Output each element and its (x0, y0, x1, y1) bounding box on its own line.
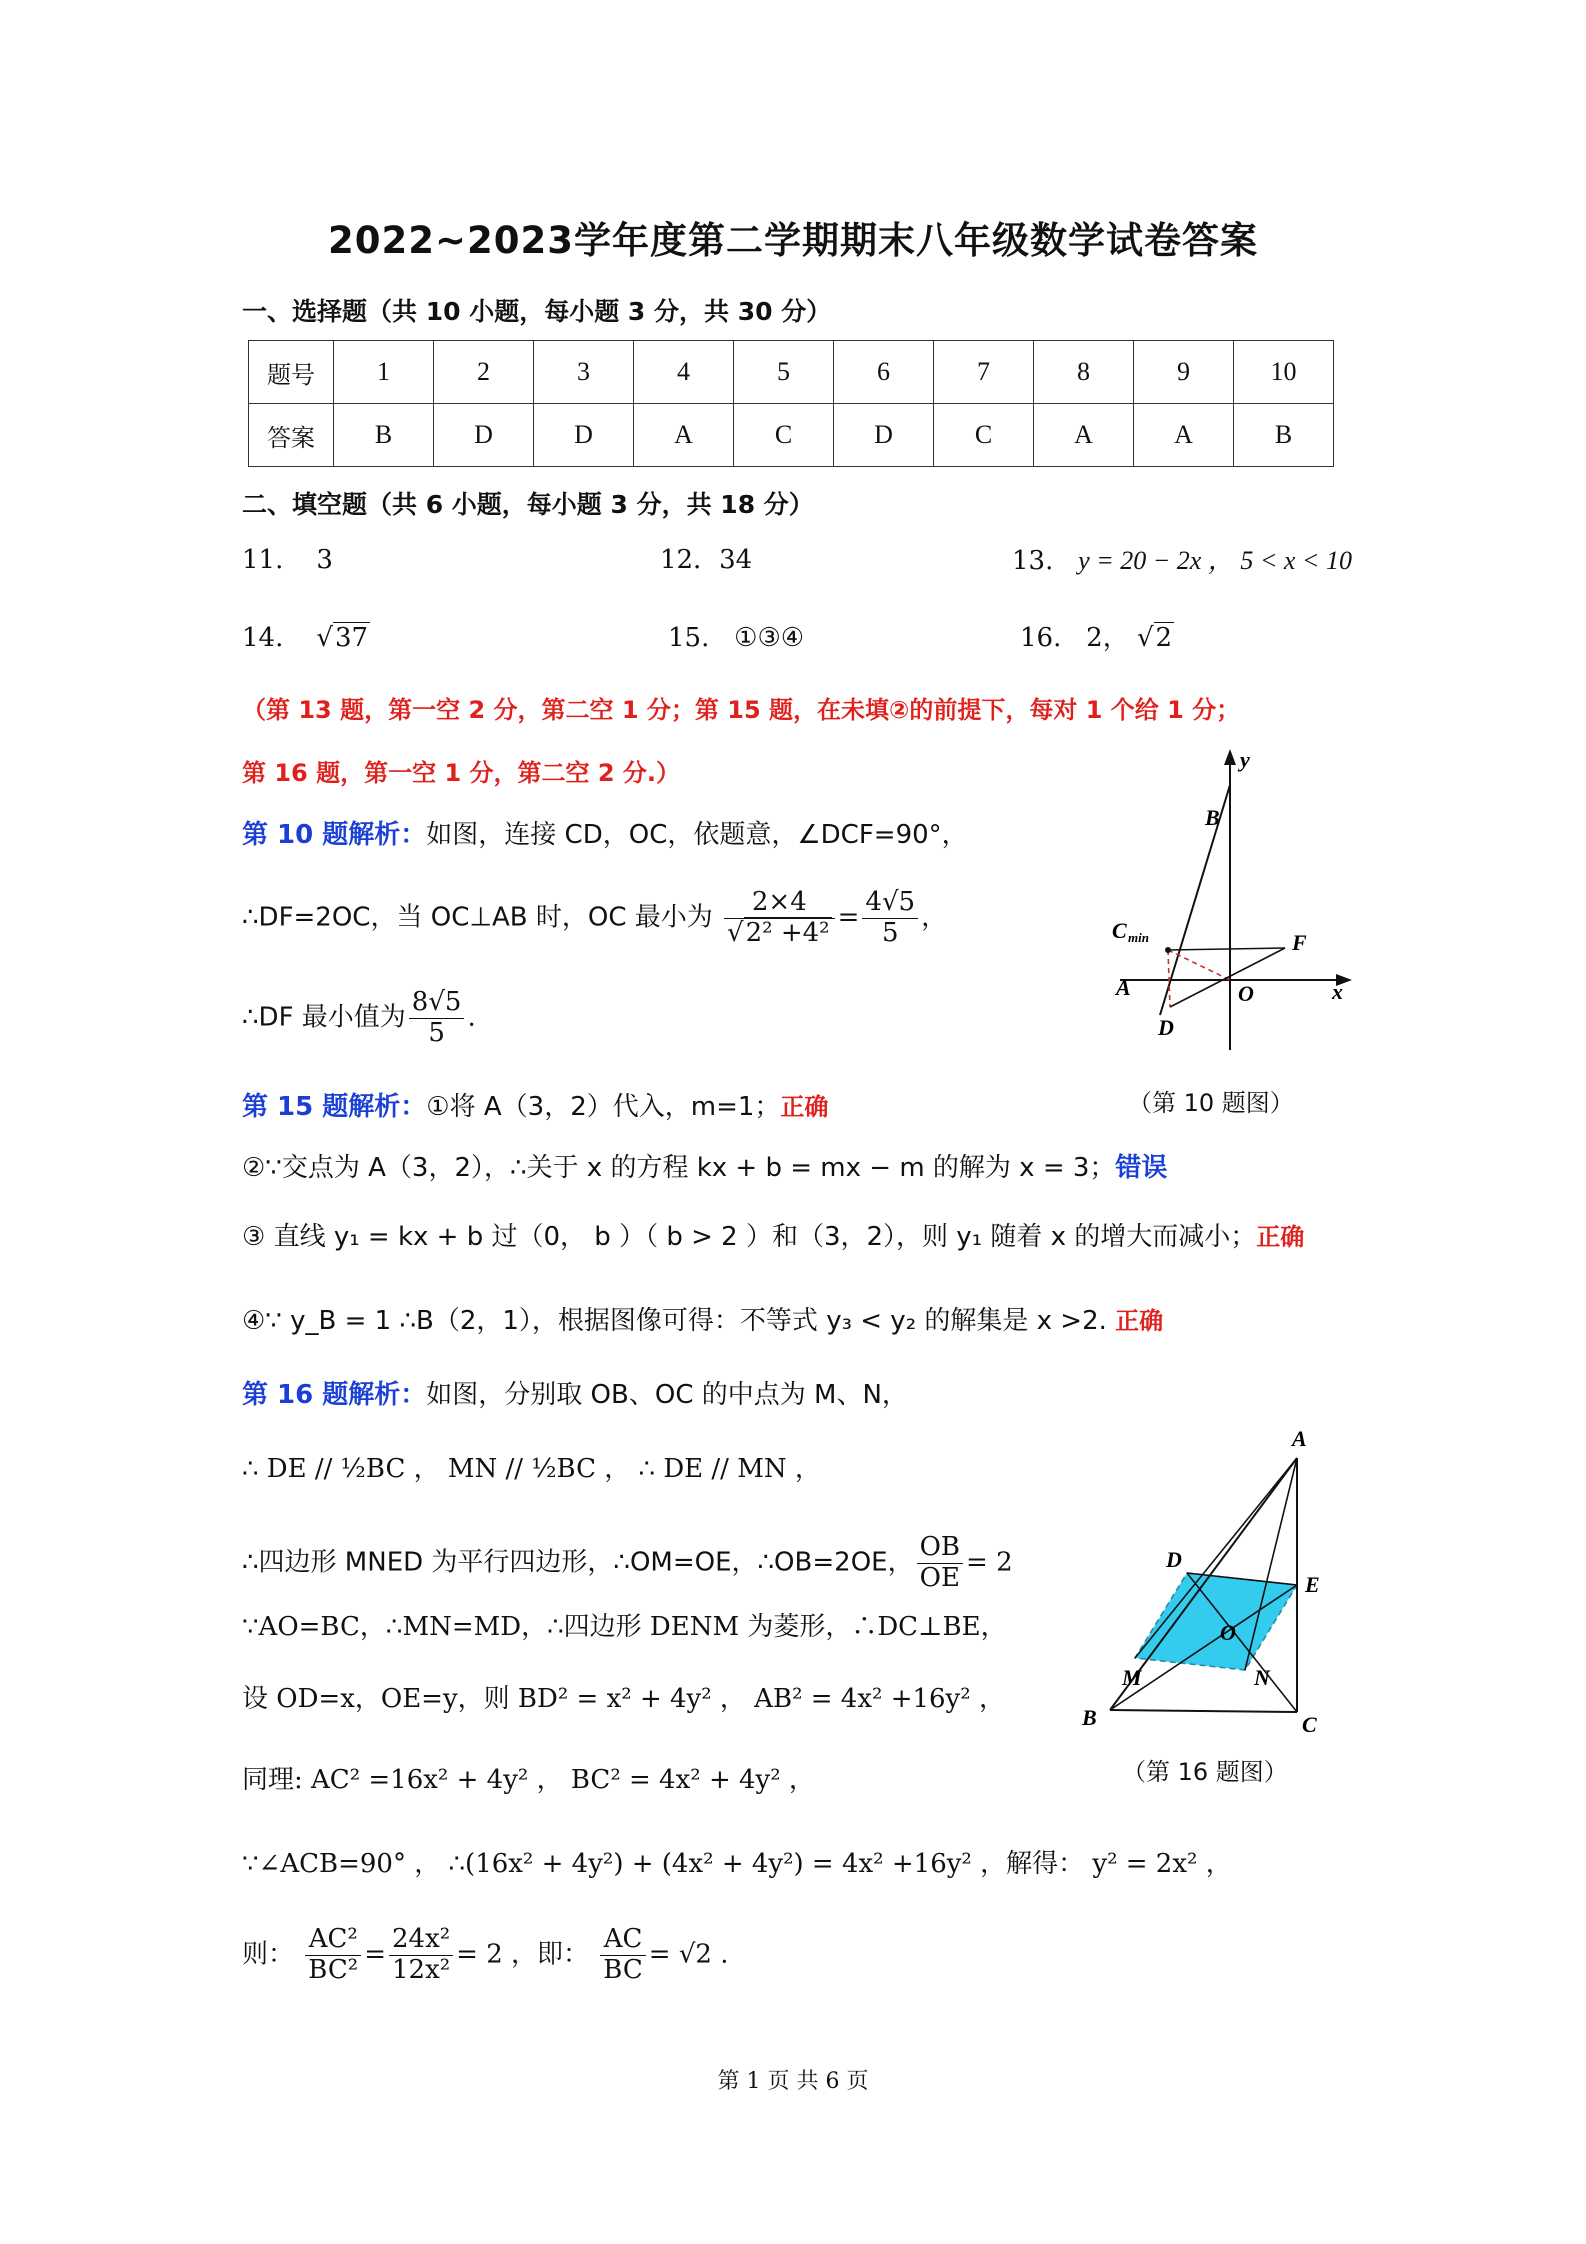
choice-answer-table (248, 340, 1334, 467)
q16-line-7: ∵∠ACB=90° ， ∴(16x² + 4y²) + (4x² + 4y²) = 4x² +16y² ，解得： y² = 2x² ， (242, 1849, 1232, 1879)
table-cell: B (334, 404, 434, 467)
fraction (600, 1925, 645, 1986)
label-x: x (1332, 979, 1343, 1004)
figure-16-caption: （第 16 题图） (1122, 1758, 1288, 1786)
label-d: D (1166, 1547, 1182, 1572)
verdict-wrong: 错误 (1115, 1153, 1168, 1183)
table-row-label: 题号 (249, 341, 334, 404)
point-c (1165, 947, 1171, 953)
figure-10-caption: （第 10 题图） (1128, 1089, 1294, 1117)
q15-text: ②∵交点为 A（3，2），∴关于 x 的方程 kx + b = mx − m 的解为 x = 3； (242, 1153, 1116, 1183)
scoring-note-2: 第 16 题，第一空 1 分，第二空 2 分.） (242, 759, 681, 787)
scoring-note-1: （第 13 题，第一空 2 分，第二空 1 分；第 15 题，在未填②的前提下，每对 1 个给 1 分； (242, 696, 1241, 724)
verdict-correct: 正确 (1256, 1223, 1305, 1251)
q16-text: 如图，分别取 OB、OC 的中点为 M、N， (426, 1380, 908, 1410)
q10-line-3 (242, 988, 476, 1049)
y-axis-arrow (1224, 749, 1236, 765)
fraction-denominator: OE (919, 1562, 960, 1593)
table-cell: 6 (834, 341, 934, 404)
q15-line-1 (242, 1092, 828, 1123)
label-c: C (1112, 918, 1127, 943)
table-cell: 2 (434, 341, 534, 404)
q10-line-1 (242, 820, 968, 851)
answer-12: 12．34 (660, 545, 753, 575)
q16-line-5: 设 OD=x，OE=y，则 BD² = x² + 4y² ， AB² = 4x² +16y² ， (242, 1684, 1005, 1714)
question-number: 14. (242, 623, 284, 653)
fraction (862, 888, 918, 949)
table-row-label: 答案 (249, 404, 334, 467)
fraction-numerator: AC (600, 1925, 645, 1956)
answer-value: 2 (1155, 623, 1173, 653)
table-cell: C (934, 404, 1034, 467)
table-cell: 8 (1034, 341, 1134, 404)
q10-label: 第 10 题解析： (242, 820, 427, 850)
q15-text: ③ 直线 y₁ = kx + b 过（0， b ）（ b > 2 ）和（3，2），则 y₁ 随着 x 的增大而减小； (242, 1222, 1257, 1252)
fraction-numerator: OB (917, 1533, 963, 1564)
q16-line-1 (242, 1380, 908, 1411)
answer-value: 2， (1086, 623, 1129, 653)
side-bc (1110, 1710, 1297, 1712)
answer-value: ①③④ (734, 623, 805, 653)
q16-line-2: ∴ DE // ½BC ， MN // ½BC ， ∴ DE // MN ， (242, 1454, 821, 1484)
label-o: O (1238, 981, 1254, 1006)
label-n: N (1254, 1665, 1270, 1690)
rhombus-denm (1135, 1573, 1297, 1670)
table-cell: D (834, 404, 934, 467)
question-number: 15. (668, 623, 710, 653)
q15-text: ④∵ y_B = 1 ∴B（2，1），根据图像可得：不等式 y₃ < y₂ 的解集是 x >2. (242, 1306, 1107, 1336)
table-cell: A (634, 404, 734, 467)
question-number: 11. (242, 545, 284, 575)
fraction (389, 1925, 453, 1986)
punctuation: . (467, 1002, 476, 1033)
answer-value: y = 20 − 2x ， 5 < x < 10 (1078, 546, 1352, 575)
segment-cd (1168, 950, 1170, 1007)
label-o: O (1220, 1620, 1236, 1645)
table-cell: 9 (1134, 341, 1234, 404)
fraction (305, 1925, 361, 1986)
verdict-correct: 正确 (780, 1093, 829, 1121)
segment-cf (1168, 948, 1285, 950)
table-cell: C (734, 404, 834, 467)
label-a: A (1292, 1426, 1307, 1451)
table-cell: B (1234, 404, 1334, 467)
label-b: B (1205, 805, 1220, 830)
q15-line-2 (242, 1153, 1167, 1184)
page-title: 2022~2023学年度第二学期期末八年级数学试卷答案 (328, 219, 1258, 262)
answer-13 (1012, 545, 1352, 577)
fraction-numerator: 4√5 (862, 888, 918, 919)
figure-16 (1070, 1420, 1340, 1750)
fraction-denominator: BC (603, 1954, 643, 1985)
segment-co (1168, 950, 1230, 980)
q15-label: 第 15 题解析： (242, 1092, 427, 1122)
fraction (917, 1533, 963, 1594)
table-cell: A (1034, 404, 1134, 467)
question-number: 13. (1012, 546, 1054, 576)
q10-text: 如图，连接 CD，OC，依题意，∠DCF=90°， (426, 820, 968, 850)
label-a: A (1116, 975, 1131, 1000)
answer-15 (668, 623, 804, 654)
answer-value: 37 (335, 623, 369, 653)
table-row (249, 404, 1334, 467)
segment-df (1170, 948, 1285, 1007)
radicand: 2² +4² (745, 917, 830, 948)
q10-text: ∴DF=2OC，当 OC⊥AB 时，OC 最小为 (242, 902, 713, 933)
label-c: C (1302, 1712, 1317, 1737)
answer-14: 14. √37 (242, 623, 369, 653)
fraction (724, 888, 835, 949)
table-cell: 10 (1234, 341, 1334, 404)
section-2-heading: 二、填空题（共 6 小题，每小题 3 分，共 18 分） (242, 490, 814, 519)
q16-label: 第 16 题解析： (242, 1380, 427, 1410)
q15-line-4 (242, 1306, 1163, 1337)
verdict-correct: 正确 (1115, 1307, 1164, 1335)
equation-part: = √2 . (648, 1939, 729, 1970)
label-e: E (1305, 1572, 1320, 1597)
label-m: M (1122, 1665, 1142, 1690)
fraction-numerator: 8√5 (409, 988, 465, 1019)
label-d: D (1158, 1015, 1174, 1040)
table-cell: 1 (334, 341, 434, 404)
q16-line-4: ∵AO=BC，∴MN=MD，∴四边形 DENM 为菱形，∴DC⊥BE， (242, 1612, 1007, 1642)
fraction-denominator: 5 (881, 917, 899, 948)
figure-10 (1100, 745, 1360, 1055)
table-cell: 7 (934, 341, 1034, 404)
equation-part: = 2 (966, 1547, 1013, 1578)
fraction-numerator: 24x² (389, 1925, 453, 1956)
q16-line-3 (242, 1533, 1013, 1594)
fraction-denominator: BC² (308, 1954, 359, 1985)
equation-part: = 2 ，即： (456, 1939, 590, 1970)
q16-text: 则： (242, 1939, 295, 1970)
label-b: B (1082, 1705, 1097, 1730)
table-cell: 4 (634, 341, 734, 404)
table-cell: 3 (534, 341, 634, 404)
fraction-numerator: AC² (305, 1925, 361, 1956)
label-y: y (1240, 747, 1250, 772)
answer-value: 3 (316, 545, 333, 575)
fraction-denominator: √2² +4² (727, 917, 830, 948)
q15-line-3 (242, 1222, 1304, 1253)
q10-line-2: ∴DF=2OC，当 OC⊥AB 时，OC 最小为 $\frac{2\times 4}{\text{√2² +4²}}$ = $\frac{4√5}{5}$ ， (242, 887, 948, 948)
answer-16: 16. 2， √2 (1020, 623, 1173, 653)
label-f: F (1292, 930, 1307, 955)
answer-11 (242, 545, 333, 576)
q15-text: ①将 A（3，2）代入，m=1； (426, 1092, 781, 1122)
q16-line-8: 则： $\frac{\text{AC²}}{\text{BC²}}$ = $\frac{\text{24x²}}{\text{12x²}}$ = 2 ，即： $\frac{AC}{BC}$ = √2 . (242, 1924, 729, 1985)
table-row (249, 341, 1334, 404)
table-cell: 5 (734, 341, 834, 404)
table-cell: D (434, 404, 534, 467)
q10-text: ∴DF 最小值为 (242, 1002, 406, 1033)
label-min: min (1128, 930, 1149, 945)
fraction (409, 988, 465, 1049)
page-footer: 第 1 页 共 6 页 (717, 2069, 869, 2094)
q16-text: ∴四边形 MNED 为平行四边形，∴OM=OE，∴OB=2OE， (242, 1547, 914, 1578)
fraction-denominator: 5 (428, 1017, 445, 1048)
punctuation: ， (921, 902, 948, 933)
fraction-numerator: 2×4 (724, 888, 835, 919)
table-cell: D (534, 404, 634, 467)
question-number: 16. (1020, 623, 1062, 653)
q16-line-6: 同理: AC² =16x² + 4y² ， BC² = 4x² + 4y² ， (242, 1765, 815, 1795)
table-cell: A (1134, 404, 1234, 467)
fraction-denominator: 12x² (391, 1954, 451, 1985)
section-1-heading: 一、选择题（共 10 小题，每小题 3 分，共 30 分） (242, 297, 832, 326)
